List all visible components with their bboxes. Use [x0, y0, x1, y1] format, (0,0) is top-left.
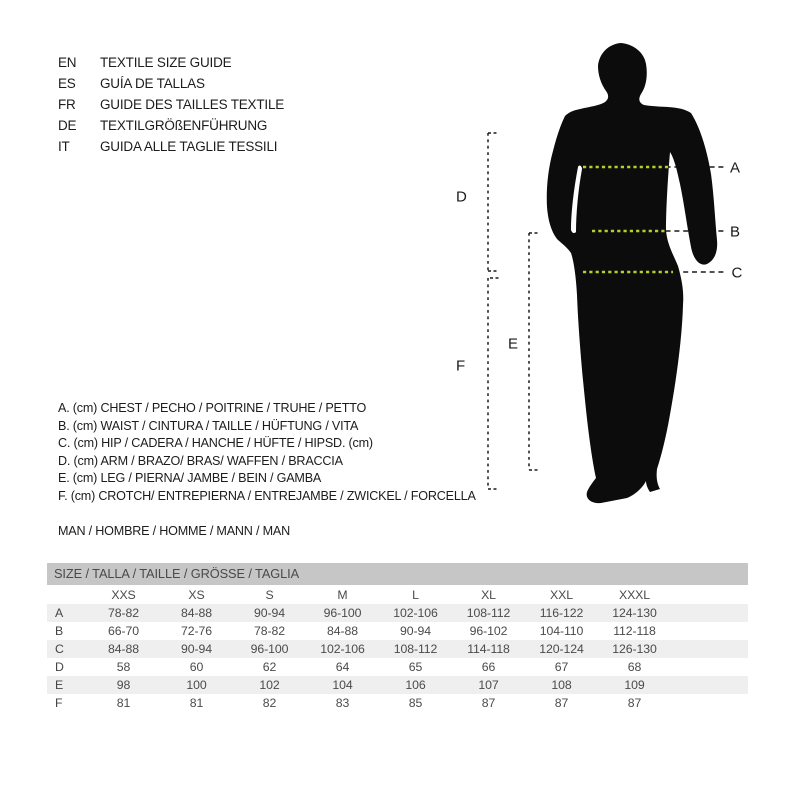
table-cell: 81 [189, 696, 204, 710]
leg-label: E [508, 335, 519, 353]
table-cell: 84-88 [181, 606, 212, 620]
lang-row-it [58, 136, 284, 157]
table-cell: 78-82 [108, 606, 139, 620]
legend-line-waist: B. (cm) WAIST / CINTURA / TAILLE / HÜFTUNG / VITA [58, 418, 359, 433]
size-table [47, 563, 748, 712]
lang-title: GUIDE DES TAILLES TEXTILE [100, 97, 285, 112]
col-header-xxl: XXL [550, 587, 573, 602]
table-row-c [47, 640, 748, 658]
table-cell: 100 [186, 678, 207, 692]
row-label: C [55, 642, 64, 656]
spacer-cell [671, 658, 748, 676]
lang-code: ES [58, 76, 76, 91]
col-header-s: S [265, 587, 274, 602]
col-header-l: L [412, 587, 419, 602]
table-cell: 62 [262, 660, 277, 674]
lang-title: GUIDA ALLE TAGLIE TESSILI [100, 139, 278, 154]
lang-code: FR [58, 97, 76, 112]
table-cell: 98 [116, 678, 131, 692]
table-cell: 67 [554, 660, 569, 674]
language-title-list [58, 52, 284, 157]
table-row-a [47, 604, 748, 622]
row-label: B [55, 624, 64, 638]
size-table-grid [47, 585, 748, 712]
col-header-xs: XS [188, 587, 205, 602]
table-cell: 126-130 [612, 642, 657, 656]
table-cell: 96-100 [250, 642, 289, 656]
table-cell: 108-112 [393, 642, 438, 656]
table-cell: 84-88 [108, 642, 139, 656]
table-cell: 90-94 [254, 606, 285, 620]
table-cell: 81 [116, 696, 131, 710]
table-cell: 78-82 [254, 624, 285, 638]
table-cell: 106 [405, 678, 426, 692]
spacer-cell [671, 622, 748, 640]
row-label: F [55, 696, 63, 710]
lang-code: IT [58, 139, 70, 154]
gender-line: MAN / HOMBRE / HOMME / MANN / MAN [58, 524, 290, 538]
lang-row-en [58, 52, 284, 73]
measurement-legend [58, 400, 476, 506]
size-table-title: SIZE / TALLA / TAILLE / GRÖSSE / TAGLIA [47, 563, 748, 585]
table-cell: 109 [624, 678, 645, 692]
col-header-m: M [337, 587, 348, 602]
legend-line-leg: E. (cm) LEG / PIERNA/ JAMBE / BEIN / GAMBA [58, 471, 322, 486]
table-cell: 83 [335, 696, 350, 710]
spacer-cell [671, 585, 748, 604]
table-cell: 72-76 [181, 624, 212, 638]
lang-row-es [58, 73, 284, 94]
table-cell: 104 [332, 678, 353, 692]
table-cell: 107 [478, 678, 499, 692]
lang-title: TEXTILGRÖßENFÜHRUNG [100, 118, 268, 133]
legend-line-arm: D. (cm) ARM / BRAZO/ BRAS/ WAFFEN / BRACCIA [58, 453, 343, 468]
lang-row-fr [58, 94, 284, 115]
table-cell: 64 [335, 660, 350, 674]
table-cell: 68 [627, 660, 642, 674]
crotch-label: F [456, 357, 466, 375]
arm-label: D [456, 188, 467, 206]
table-cell: 104-110 [539, 624, 584, 638]
table-cell: 87 [554, 696, 569, 710]
table-cell: 96-100 [323, 606, 362, 620]
table-cell: 102-106 [320, 642, 365, 656]
table-row-e [47, 676, 748, 694]
table-cell: 112-118 [613, 624, 656, 638]
table-cell: 66 [481, 660, 496, 674]
col-header-xxxl: XXXL [618, 587, 651, 602]
table-cell: 66-70 [108, 624, 139, 638]
table-row-d [47, 658, 748, 676]
table-cell: 82 [262, 696, 277, 710]
table-row-f [47, 694, 748, 712]
col-header-xl: XL [481, 587, 496, 602]
legend-line-hip: C. (cm) HIP / CADERA / HANCHE / HÜFTE / HIPSD. (cm) [58, 436, 373, 451]
row-label: E [55, 678, 64, 692]
table-cell: 102 [259, 678, 280, 692]
spacer-cell [671, 640, 748, 658]
table-cell: 102-106 [393, 606, 438, 620]
lang-code: DE [58, 118, 77, 133]
corner-cell [47, 585, 87, 604]
table-cell: 114-118 [467, 642, 510, 656]
table-cell: 87 [481, 696, 496, 710]
col-header-xxs: XXS [111, 587, 136, 602]
table-cell: 90-94 [400, 624, 431, 638]
legend-line-chest: A. (cm) CHEST / PECHO / POITRINE / TRUHE / PETTO [58, 401, 367, 415]
spacer-cell [671, 676, 748, 694]
table-cell: 108 [551, 678, 572, 692]
legend-line-crotch: F. (cm) CROTCH/ ENTREPIERNA / ENTREJAMBE / ZWICKEL / FORCELLA [58, 488, 476, 503]
table-cell: 90-94 [181, 642, 212, 656]
row-label: D [55, 660, 64, 674]
table-cell: 120-124 [539, 642, 584, 656]
table-cell: 87 [627, 696, 642, 710]
table-cell: 96-102 [469, 624, 508, 638]
table-cell: 124-130 [612, 606, 657, 620]
table-cell: 60 [189, 660, 204, 674]
spacer-cell [671, 604, 748, 622]
size-figure-diagram [440, 30, 770, 520]
lang-code: EN [58, 55, 77, 70]
table-cell: 84-88 [327, 624, 358, 638]
column-header-row [47, 585, 748, 604]
man-silhouette [547, 43, 717, 503]
row-label: A [55, 606, 64, 620]
chest-label: A [730, 159, 741, 177]
lang-title: TEXTILE SIZE GUIDE [100, 55, 232, 70]
spacer-cell [671, 694, 748, 712]
lang-title: GUÍA DE TALLAS [100, 76, 205, 91]
table-row-b [47, 622, 748, 640]
lang-row-de [58, 115, 284, 136]
table-cell: 116-122 [539, 606, 584, 620]
table-cell: 65 [408, 660, 423, 674]
table-cell: 85 [408, 696, 423, 710]
table-cell: 58 [116, 660, 131, 674]
waist-label: B [730, 223, 741, 241]
table-cell: 108-112 [466, 606, 511, 620]
hip-label: C [731, 264, 743, 282]
